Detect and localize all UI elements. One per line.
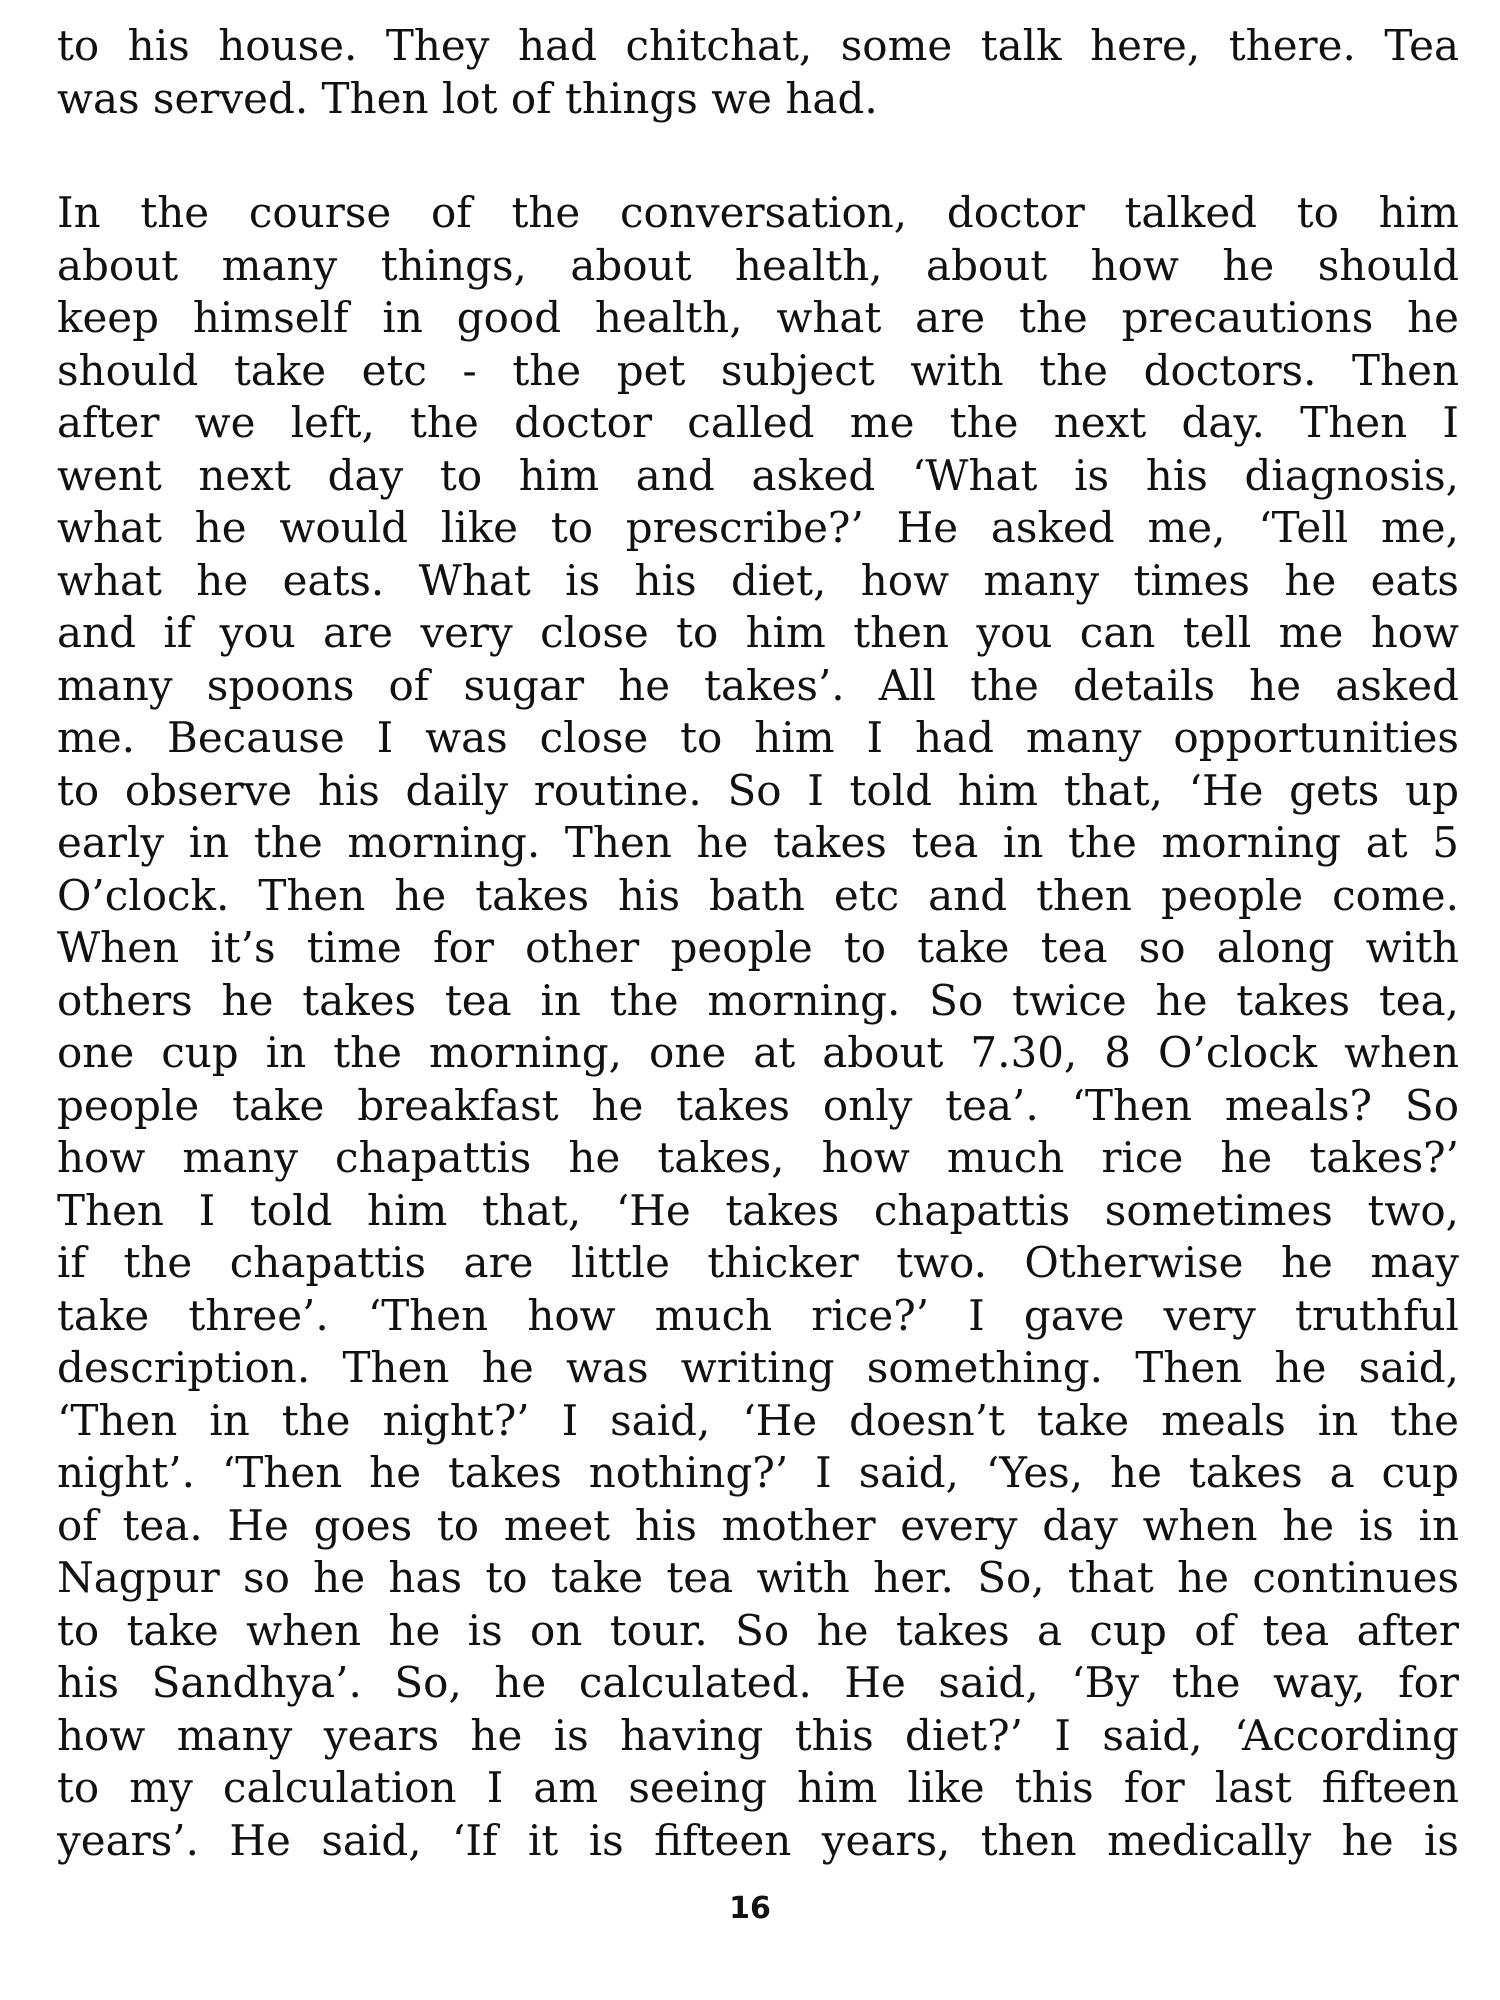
- text-line: ‘Then in the night?’ I said, ‘He doesn’t take meals in the: [57, 1395, 1459, 1445]
- text-line: what he would like to prescribe?’ He asked me, ‘Tell me,: [57, 503, 1459, 552]
- text-line: take three’. ‘Then how much rice?’ I gave very truthful: [57, 1290, 1459, 1340]
- text-line: night’. ‘Then he takes nothing?’ I said, ‘Yes, he takes a cup: [57, 1448, 1459, 1497]
- text-line: me. Because I was close to him I had many opportunities: [57, 713, 1459, 762]
- text-line: O’clock. Then he takes his bath etc and then people come.: [57, 870, 1459, 920]
- text-line: if the chapattis are little thicker two. Otherwise he may: [57, 1238, 1459, 1287]
- text-line: how many years he is having this diet?’ I said, ‘According: [57, 1710, 1459, 1760]
- text-line: after we left, the doctor called me the next day. Then I: [57, 398, 1459, 447]
- text-line: people take breakfast he takes only tea’. ‘Then meals? So: [57, 1080, 1459, 1130]
- text-line: Then I told him that, ‘He takes chapattis sometimes two,: [57, 1185, 1459, 1235]
- paragraph-2: [57, 187, 1459, 1867]
- text-line: what he eats. What is his diet, how many times he eats: [57, 555, 1459, 605]
- text-line: When it’s time for other people to take tea so along with: [57, 923, 1459, 972]
- paragraph-1: [57, 20, 1459, 125]
- text-line: went next day to him and asked ‘What is his diagnosis,: [57, 450, 1459, 500]
- page-number: 16: [729, 1891, 771, 1926]
- text-line: how many chapattis he takes, how much rice he takes?’: [57, 1133, 1459, 1182]
- text-line: should take etc - the pet subject with the doctors. Then: [57, 345, 1459, 395]
- text-line: to my calculation I am seeing him like this for last fifteen: [57, 1763, 1459, 1812]
- text-line: of tea. He goes to meet his mother every day when he is in: [57, 1500, 1459, 1550]
- text-line: In the course of the conversation, doctor talked to him: [57, 188, 1459, 237]
- text-line: his Sandhya’. So, he calculated. He said, ‘By the way, for: [57, 1658, 1459, 1707]
- text-line: to observe his daily routine. So I told him that, ‘He gets up: [57, 765, 1459, 815]
- text-line: Nagpur so he has to take tea with her. So, that he continues: [57, 1553, 1459, 1602]
- text-line: to take when he is on tour. So he takes a cup of tea after: [57, 1605, 1459, 1655]
- text-line: others he takes tea in the morning. So twice he takes tea,: [57, 975, 1459, 1025]
- text-line: description. Then he was writing something. Then he said,: [57, 1343, 1459, 1392]
- text-line: to his house. They had chitchat, some talk here, there. Tea: [57, 21, 1459, 70]
- text-line: early in the morning. Then he takes tea in the morning at 5: [57, 818, 1459, 867]
- text-line: and if you are very close to him then you can tell me how: [57, 608, 1459, 657]
- text-line: many spoons of sugar he takes’. All the details he asked: [57, 660, 1459, 710]
- text-line: one cup in the morning, one at about 7.30, 8 O’clock when: [57, 1028, 1459, 1077]
- text-line: was served. Then lot of things we had.: [57, 73, 878, 123]
- text-line: keep himself in good health, what are the precautions he: [57, 293, 1459, 342]
- text-line: about many things, about health, about how he should: [57, 240, 1459, 290]
- text-line: years’. He said, ‘If it is fifteen years, then medically he is: [57, 1815, 1459, 1865]
